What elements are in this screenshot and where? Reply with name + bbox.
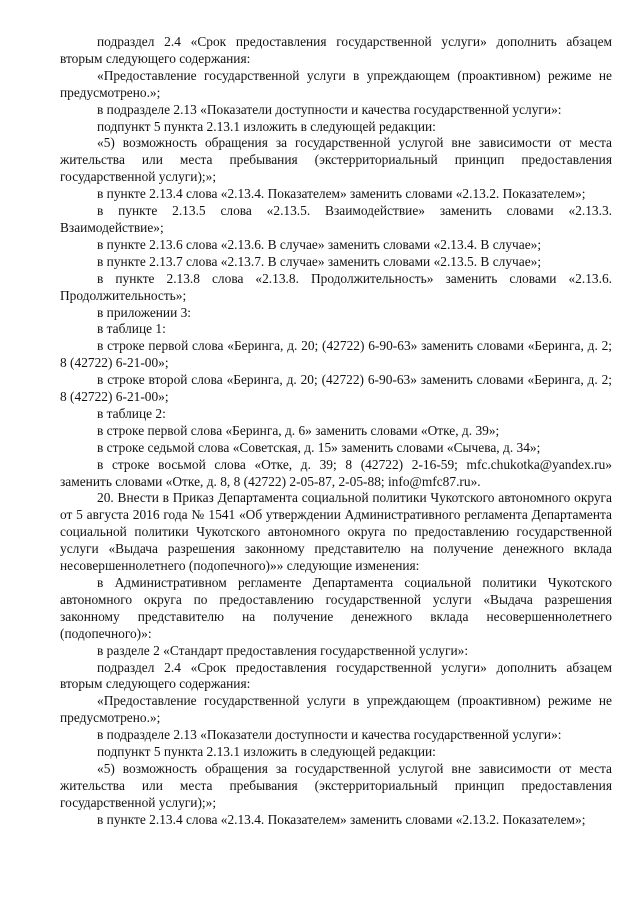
paragraph: в таблице 1: — [97, 321, 166, 337]
document-page — [60, 34, 612, 829]
paragraph: в строке второй слова «Беринга, д. 20; (42722) 6-90-63» заменить словами «Беринга, д. 2; 8 (42722) 6-21-00»; — [60, 372, 612, 405]
paragraph: в пункте 2.13.5 слова «2.13.5. Взаимодействие» заменить словами «2.13.3. Взаимодействие»; — [60, 203, 612, 235]
paragraph: в строке седьмой слова «Советская, д. 15» заменить словами «Сычева, д. 34»; — [97, 439, 541, 455]
paragraph: «5) возможность обращения за государственной услугой вне зависимости от места жительства или места пребывания (экстерриториальный принцип предоставления государственной услуги);»; — [60, 760, 612, 810]
paragraph: в разделе 2 «Стандарт предоставления государственной услуги»: — [97, 642, 469, 658]
paragraph: в подразделе 2.13 «Показатели доступности и качества государственной услуги»: — [97, 727, 562, 743]
paragraph: подраздел 2.4 «Срок предоставления государственной услуги» дополнить абзацем вторым следующего содержания: — [60, 34, 612, 66]
paragraph: подпункт 5 пункта 2.13.1 изложить в следующей редакции: — [97, 744, 436, 760]
paragraph: в Административном регламенте Департамента социальной политики Чукотского автономного округа по предоставлению государственной услуги «Выдача разрешения законному представителю на получение денежного вклада несовершеннолетнего (подопечного)»: — [60, 575, 612, 641]
paragraph: «5) возможность обращения за государственной услугой вне зависимости от места жительства или места пребывания (экстерриториальный принцип предоставления государственной услуги);»; — [60, 135, 612, 185]
paragraph: в подразделе 2.13 «Показатели доступности и качества государственной услуги»: — [97, 101, 562, 117]
paragraph: в строке первой слова «Беринга, д. 6» заменить словами «Отке, д. 39»; — [97, 422, 500, 438]
paragraph: подпункт 5 пункта 2.13.1 изложить в следующей редакции: — [97, 118, 436, 134]
paragraph: в пункте 2.13.4 слова «2.13.4. Показателем» заменить словами «2.13.2. Показателем»; — [97, 811, 586, 827]
paragraph: в строке первой слова «Беринга, д. 20; (42722) 6-90-63» заменить словами «Беринга, д. 2; 8 (42722) 6-21-00»; — [60, 338, 612, 371]
paragraph: в строке восьмой слова «Отке, д. 39; 8 (42722) 2-16-59; mfc.chukotka@yandex.ru» заменить словами «Отке, д. 8, 8 (42722) 2-05-87, 2-05-88; info@mfc87.ru». — [60, 456, 612, 489]
paragraph: в пункте 2.13.4 слова «2.13.4. Показателем» заменить словами «2.13.2. Показателем»; — [97, 186, 586, 202]
paragraph: в пункте 2.13.6 слова «2.13.6. В случае» заменить словами «2.13.4. В случае»; — [97, 236, 542, 252]
paragraph: в таблице 2: — [97, 405, 166, 421]
paragraph: подраздел 2.4 «Срок предоставления государственной услуги» дополнить абзацем вторым следующего содержания: — [60, 659, 612, 692]
paragraph: в пункте 2.13.7 слова «2.13.7. В случае» заменить словами «2.13.5. В случае»; — [97, 253, 542, 269]
paragraph: «Предоставление государственной услуги в упреждающем (проактивном) режиме не предусмотрено.»; — [60, 67, 612, 100]
paragraph: в приложении 3: — [97, 304, 192, 320]
paragraph: в пункте 2.13.8 слова «2.13.8. Продолжительность» заменить словами «2.13.6. Продолжительность»; — [60, 270, 612, 303]
paragraph: 20. Внести в Приказ Департамента социальной политики Чукотского автономного округа от 5 августа 2016 года № 1541 «Об утверждении Административного регламента Департамента социальной политики Чукотского автономного округа по предоставлению государственной услуги «Выдача разрешения законному представителю на получение денежного вклада несовершеннолетнего (подопечного)»» следующие изменения: — [60, 490, 612, 574]
paragraph: «Предоставление государственной услуги в упреждающем (проактивном) режиме не предусмотрено.»; — [60, 693, 612, 726]
